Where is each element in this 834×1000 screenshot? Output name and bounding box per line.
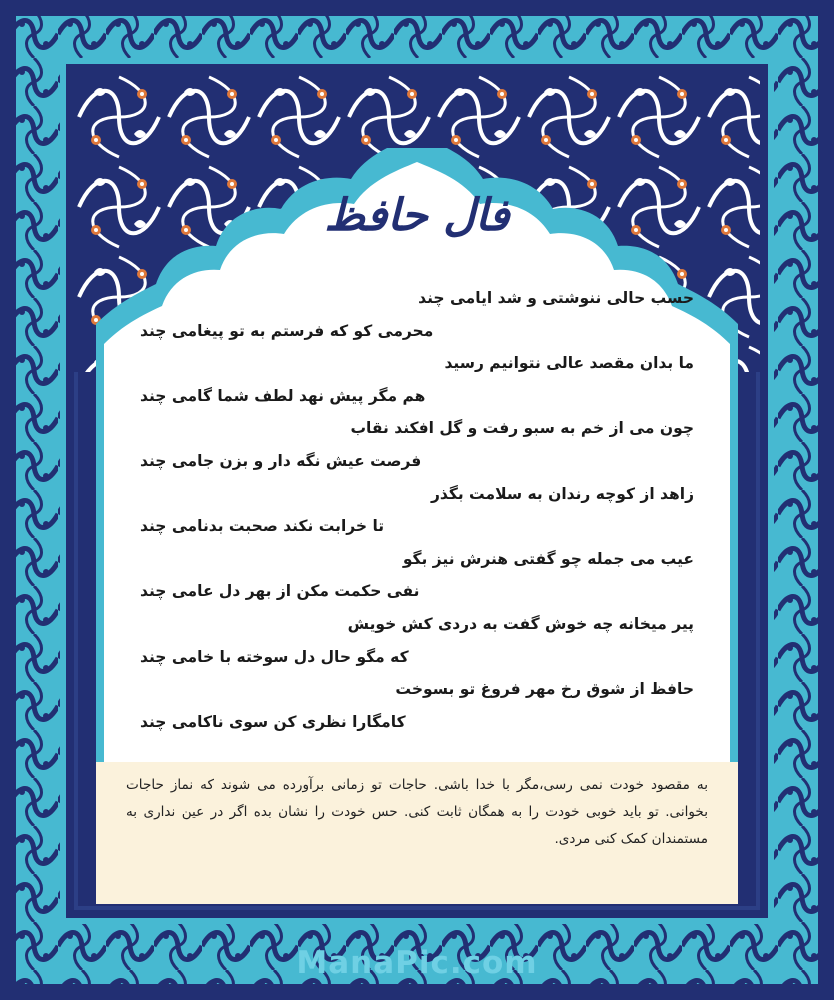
interpretation-text: به مقصود خودت نمی رسی،مگر با خدا باشی. حاجات تو زمانی برآورده می شوند که نماز حاجات بخوانی. تو باید خوبی خودت را به همگان ثابت کنی. حس خودت را نشان بده اگر در عین نداری به مستمندان کمک کنی مردی. <box>126 777 708 847</box>
poem-line: محرمی کو که فرستم به تو پیغامی چند <box>140 321 434 340</box>
poem-line: کامگارا نظری کن سوی ناکامی چند <box>140 712 406 731</box>
poem-line: که مگو حال دل سوخته با خامی چند <box>140 647 409 666</box>
poem-line: زاهد از کوچه رندان به سلامت بگذر <box>430 484 694 503</box>
poem-line: نفی حکمت مکن از بهر دل عامی چند <box>140 582 420 601</box>
poem-line: حافظ از شوق رخ مهر فروغ تو بسوخت <box>395 680 694 699</box>
poem-line: تا خرابت نکند صحبت بدنامی چند <box>140 517 385 536</box>
poem-line: فرصت عیش نگه دار و بزن جامی چند <box>140 451 422 470</box>
poem-line: پیر میخانه چه خوش گفت به دردی کش خویش <box>347 614 694 633</box>
poem-line: ما بدان مقصد عالی نتوانیم رسید <box>444 354 694 373</box>
poem-line: چون می از خم به سبو رفت و گل افکند نقاب <box>350 419 694 438</box>
watermark: ManaPic.com <box>296 945 538 981</box>
interpretation-box <box>96 762 738 904</box>
poem-line: عیب می جمله چو گفتی هنرش نیز بگو <box>402 549 694 568</box>
poem <box>130 282 694 738</box>
poem-line: هم مگر پیش نهد لطف شما گامی چند <box>140 386 426 405</box>
page-title: فال حافظ <box>324 190 510 241</box>
poem-line: حسب حالی ننوشتی و شد ایامی چند <box>418 289 694 307</box>
